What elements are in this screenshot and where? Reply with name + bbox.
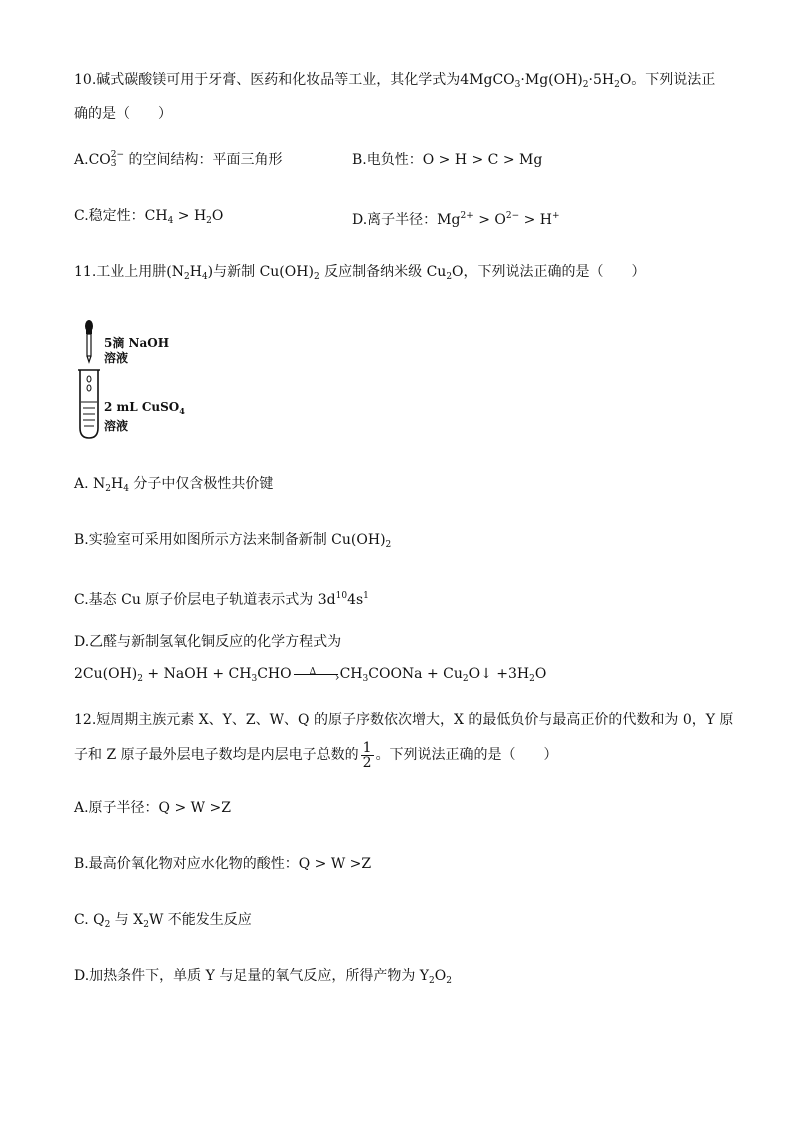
- q12-option-d[interactable]: D.加热条件下，单质 Y 与足量的氧气反应，所得产物为 $Y_2O_2$: [74, 968, 452, 986]
- q11-stem: 11.工业上用肼$(N_2H_4)$与新制 $Cu(OH)_2$ 反应制备纳米级 $Cu_2O$，下列说法正确的是（ ）: [74, 264, 646, 282]
- q11-option-d[interactable]: D.乙醛与新制氢氧化铜反应的化学方程式为: [74, 634, 342, 650]
- q12-option-c[interactable]: C. $Q_2$ 与 $X_2W$ 不能发生反应: [74, 912, 252, 930]
- q11-option-c[interactable]: C.基态 Cu 原子价层电子轨道表示式为 $3d^{10}4s^1$: [74, 591, 369, 608]
- test-tube-figure: [74, 316, 204, 442]
- q10-option-d[interactable]: D.离子半径：$Mg^{2+} > O^{2-} > H^+$: [352, 211, 560, 228]
- q10-option-c[interactable]: C.稳定性：$CH_4 > H_2O$: [74, 208, 224, 226]
- q10-stem-text: 10.碱式碳酸镁可用于牙膏、医药和化妆品等工业，其化学式为: [74, 72, 461, 88]
- fraction-one-half: $\frac{1}{2}$: [362, 739, 372, 771]
- q10-option-b[interactable]: B.电负性：O > H > C > Mg: [352, 152, 543, 168]
- q10-stem-line1: [74, 70, 715, 95]
- q10-stem-line2: 确的是（ ）: [74, 106, 172, 122]
- dropper-label: 5滴 NaOH 溶液: [104, 336, 170, 365]
- q11-option-a[interactable]: A. $N_2H_4$ 分子中仅含极性共价键: [74, 476, 274, 494]
- q12-option-b[interactable]: B.最高价氧化物对应水化物的酸性：Q > W >Z: [74, 856, 372, 872]
- q11-option-b[interactable]: B.实验室可采用如图所示方法来制备新制 $Cu(OH)_2$: [74, 532, 392, 550]
- test-tube-label: 2 mL CuSO$_4$ 溶液: [104, 400, 185, 433]
- q12-stem-line2: 子和 Z 原子最外层电子数均是内层电子总数的 $\frac{1}{2}$ 。下列说法正确的是（ ）: [74, 739, 558, 771]
- q11-equation: $2Cu(OH)_2$ + NaOH + $CH_3CHO$ Δ › $CH_3COONa$ + $Cu_2O↓ +3H_2O$: [74, 666, 547, 684]
- q10-option-a[interactable]: A.CO 2− 3 的空间结构：平面三角形: [74, 150, 283, 169]
- reaction-arrow-icon: Δ ›: [294, 674, 338, 675]
- q12-stem-line1: 12.短周期主族元素 X、Y、Z、W、Q 的原子序数依次增大，X 的最低负价与最高正价的代数和为 0，Y 原: [74, 712, 734, 728]
- q12-option-a[interactable]: A.原子半径：Q > W >Z: [74, 800, 231, 816]
- q10-formula: $4MgCO_3\cdot Mg(OH)_2\cdot 5H_2O$: [460, 72, 632, 90]
- q10-stem-tail: 。下列说法正: [631, 72, 716, 88]
